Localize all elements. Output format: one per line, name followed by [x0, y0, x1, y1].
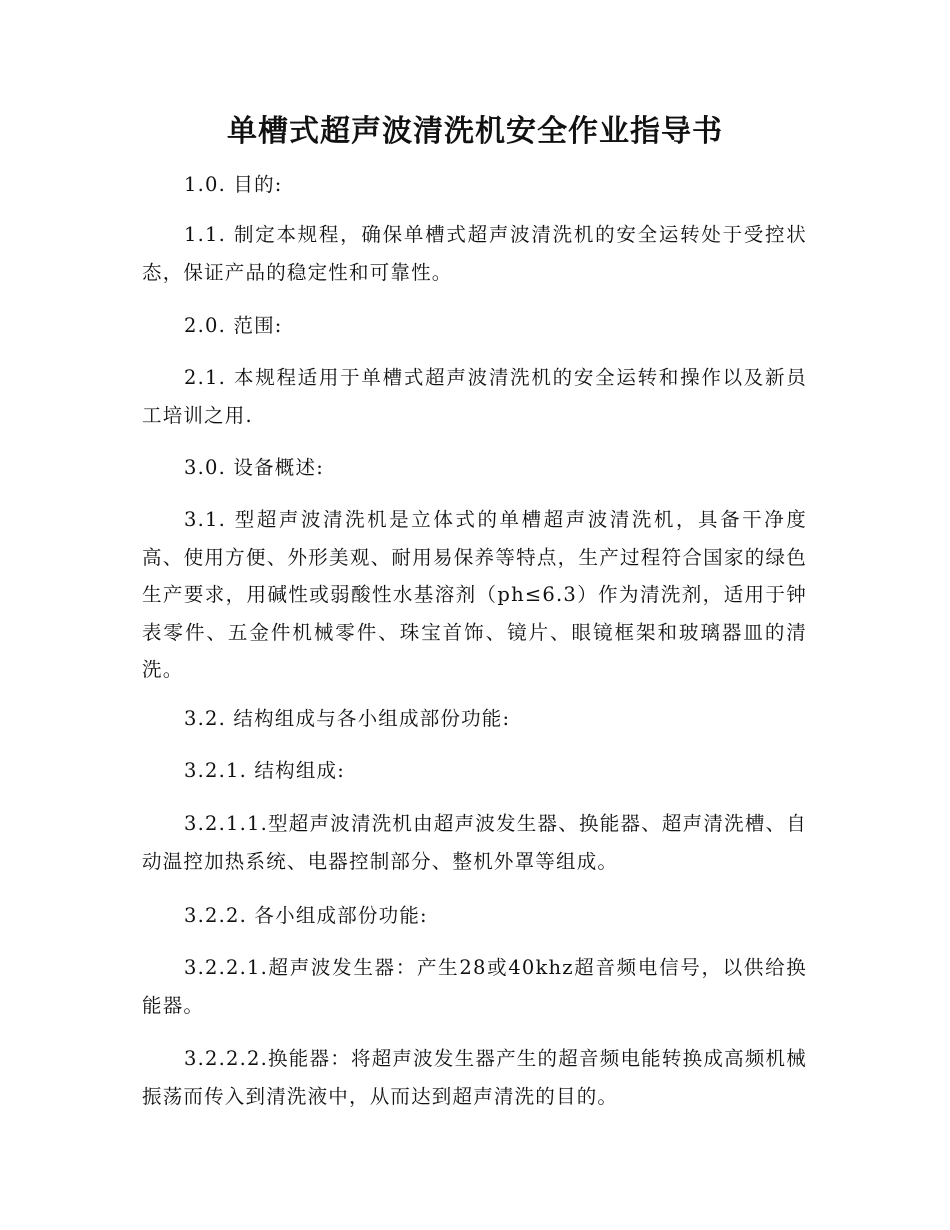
section-3-2-2-heading: 3.2.2. 各小组成部份功能: [184, 904, 428, 927]
section-3-0-heading: 3.0. 设备概述: [184, 456, 324, 479]
section-3-2-2-1-text: 3.2.2.1.超声波发生器：产生28或40khz超音频电信号，以供给换能器。 [142, 956, 807, 1017]
section-2-0-heading: 2.0. 范围: [184, 314, 283, 337]
section-3-2-heading: 3.2. 结构组成与各小组成部份功能: [184, 707, 511, 730]
section-1-1-text: 1.1. 制定本规程，确保单槽式超声波清洗机的安全运转处于受控状态，保证产品的稳定性和可靠性。 [142, 223, 807, 284]
section-1-0-heading: 1.0. 目的: [184, 173, 283, 196]
section-3-1-text: 3.1. 型超声波清洗机是立体式的单槽超声波清洗机，具备干净度高、使用方便、外形美观、耐用易保养等特点，生产过程符合国家的绿色生产要求，用碱性或弱酸性水基溶剂（ph≤6.3）作为清洗剂，适用于钟表零件、五金件机械零件、珠宝首饰、镜片、眼镜框架和玻璃器皿的清洗。 [142, 508, 807, 681]
section-3-2-1-1-text: 3.2.1.1.型超声波清洗机由超声波发生器、换能器、超声清洗槽、自动温控加热系统、电器控制部分、整机外罩等组成。 [142, 812, 807, 873]
document-title: 单槽式超声波清洗机安全作业指导书 [227, 114, 723, 149]
section-3-2-2-2-text: 3.2.2.2.换能器：将超声波发生器产生的超音频电能转换成高频机械振荡而传入到清洗液中，从而达到超声清洗的目的。 [142, 1047, 807, 1108]
section-2-1-text: 2.1. 本规程适用于单槽式超声波清洗机的安全运转和操作以及新员工培训之用. [142, 366, 807, 427]
section-3-2-1-heading: 3.2.1. 结构组成: [184, 759, 345, 782]
